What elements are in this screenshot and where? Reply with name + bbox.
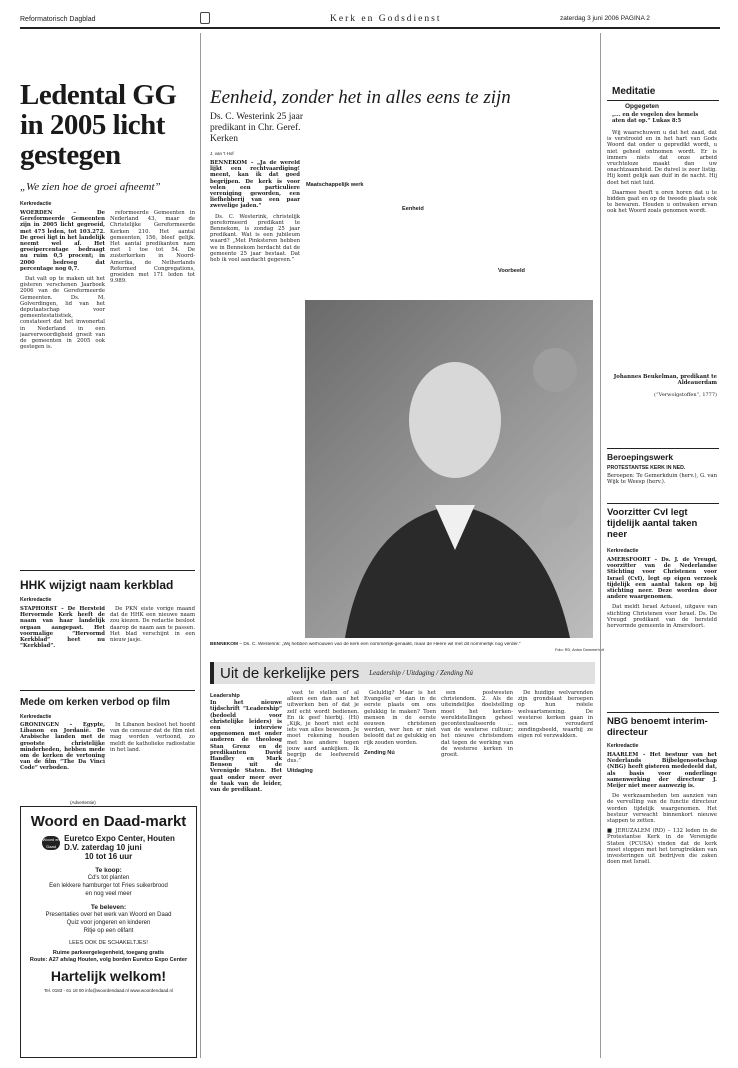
ad-date: D.V. zaterdag 10 juni (64, 843, 142, 852)
feature-column-2 (306, 112, 396, 302)
film-intro: GRONINGEN – Egypte, Libanon en Jordanië. De Arabische landen met de grootste christelijke minderheden, hebben mede om de kerken de vertoning van de film “The Da Vinci Code” verboden. (20, 722, 105, 772)
meditatie-subtitle: Opgegeten (625, 103, 659, 110)
hhk-body: De PKN eiste vorige maand dat de HHK een nieuwe naam zou kiezen. De redactie besloot daarop de naam aan te passen. Het blad verschijnt in een nieuw jasje. (110, 606, 195, 644)
beroepingswerk-body (607, 473, 717, 498)
lead-body-2: reformeerde Gemeenten in Nederland 43, maar de Christelijke Gereformeerde Kerken 210. Het aantal gemeenten, 156, bleef gelijk. Het aantal predikanten nam met 1 toe tot 54. De zusterkerken in Noord-Amerika, de Netherlands Reformed Congregations, groeiden met 171 leden tot 9.989. (110, 210, 195, 285)
uit-column-3 (364, 690, 436, 1055)
photo-credit: Foto: RD, Anton Dommerholt (555, 648, 604, 652)
uit-subhead-2: Uitdaging (287, 768, 313, 775)
ad-beleven: Presentaties over het werk van Woord en Daad Quiz voor jongeren en kinderen Ritje op een olifant (45, 912, 172, 934)
photo-caption (210, 642, 570, 647)
uit-body-1: In het nieuwe tijdschrift “Leadership” (bedoeld voor christelijke leiders) is een interview opgenomen met onder anderen de theoloog Stan Grenz en de predikanten David Handley en Mark Benson uit de Verenigde Staten. Het gaat onder meer over de taak van de leider, van de predikant. (210, 700, 282, 794)
feature-subhead-1: Maatschappelijk werk (306, 182, 364, 188)
uit-banner (210, 662, 595, 684)
divider (607, 448, 719, 449)
cvi-text: Dat meldt Israel Actueel, uitgave van stichting Christenen voor Israel. Ds. De Vreugd predikant van de hersteld hervormde gemeente in Amersfoort. (607, 604, 717, 630)
divider (607, 712, 719, 713)
meditatie-title: Meditatie (612, 86, 656, 97)
feature-headline: Eenheid, zonder het in alles eens te zijn (210, 87, 511, 108)
uit-column-1 (210, 690, 282, 1055)
feature-photo (305, 300, 593, 638)
feature-byline: J. van 't Hof (210, 151, 234, 156)
beroepingswerk-denomination: PROTESTANTSE KERK IN NED. (607, 465, 686, 471)
feature-subhead-3: Voorbeeld (498, 268, 525, 274)
nbg-kicker: Kerkredactie (607, 743, 639, 749)
film-kicker: Kerkredactie (20, 714, 52, 720)
divider (20, 690, 195, 691)
nbg-headline: NBG benoemt interim-directeur (607, 716, 708, 738)
hhk-column-2 (110, 606, 195, 686)
ad-koop-head: Te koop: (95, 867, 122, 874)
meditatie-body (607, 130, 717, 365)
ad-los: LEES OOK DE SCHAKELTJES! (69, 940, 148, 946)
film-column-1 (20, 722, 105, 800)
divider (607, 503, 719, 504)
hhk-intro: STAPHORST – De Hersteld Hervormde Kerk heeft de naam van haar landelijk orgaan aangepast. Het voormalige “Hervormd Kerkblad” heet nu “Kerkblad”. (20, 606, 105, 650)
hhk-headline: HHK wijzigt naam kerkblad (20, 578, 174, 592)
ad-time: 10 tot 16 uur (84, 852, 133, 861)
meditatie-text-2: Daarmee heeft u oren horen dat u te bidden gaat en op de tweede plaats ook te bewaren. Houden u ontwaken ervan ook het Woord zoals genomen wordt. (607, 189, 717, 215)
newspaper-name: Reformatorisch Dagblad (20, 16, 96, 23)
ad-venue: Euretco Expo Center, Houten (64, 834, 175, 843)
film-column-2 (110, 722, 195, 800)
uit-column-4 (441, 690, 513, 1055)
caption-text: – Ds. C. Westerink: „Wij hebben we/houwen van de kerk een nommerlijk-genaakt, maar de Heere wil met dit nommerlijk nog verder.” (239, 642, 521, 647)
caption-prefix: BENNEKOM (210, 642, 238, 647)
feature-subtitle: Ds. C. Westerink 25 jaar predikant in Chr. Geref. Kerken (210, 112, 303, 144)
advertisement (20, 806, 197, 1058)
uit-body-4: een postwesten christendom. 2. Als de uiteindelijke doelstelling moet het kerken-wereldstellingen geheel gecontextualiseerde ... van de westerse cultuur; het nieuwe christendom dat tegen de werking van de westerse kerken in groeit. (441, 690, 513, 759)
ad-contact: Tel. 0183 - 61 18 00 info@woordendaad.nl www.woordendaad.nl (44, 988, 173, 993)
uit-body-2: vast te stellen of al alleen een dan aan het uitwerken ben of dat je zelf echt wordt bedienen. En ik geef hierbij. (Hi) „Kijk, je hoort niet echt iets van alles bewezen. Je moet rekening houden met hoe andere tegen jouw aard aankijken. Ik begrijp de leefwereld dus.” (287, 690, 359, 765)
ad-beleven-head: Te beleven: (90, 904, 127, 911)
ad-title: Woord en Daad-markt (30, 813, 187, 830)
banner-accent (210, 662, 214, 684)
hhk-kicker: Kerkredactie (20, 597, 52, 603)
feature-body: Ds. C. Westerink, christelijk gereformeerd predikant te Bennekom, is zondag 25 jaar predikant. Wat is een jubileum waard? „Met Pinksteren hebben we in Bennekom herdacht dat de gemeente 25 jaar bestaat. Dat heb ik veel aandacht gegeven.” (210, 213, 300, 264)
uit-column-5 (518, 690, 593, 1055)
column-divider (200, 33, 201, 1058)
divider (20, 570, 195, 571)
hhk-column-1 (20, 606, 105, 686)
ad-welcome: Hartelijk welkom! (50, 968, 167, 984)
cvi-intro: AMERSFOORT – Ds. J. de Vreugd, voorzitter van de Nederlandse Stichting voor Christenen voor Israel (CvI), legt op eigen verzoek tijdelijk een aantal taken op bij stichting neer. Deze worden door andere waargenomen. (607, 557, 717, 601)
cvi-kicker: Kerkredactie (607, 548, 639, 554)
meditatie-source: (“Verwolgstoffen”, 1777) (654, 392, 717, 398)
film-headline: Mede om kerken verbod op film (20, 697, 171, 708)
lead-body-1: Dat valt op te maken uit het gisteren verschenen Jaarboek 2006 van de Gereformeerde Gemeenten. Ds. M. Golverdingen, lid van het deputaatschap voor gemeentestatistiek, constateert dat het inwonertal in Nederland in een jaarverwoordigheid groeit van de gemeenten in 2005 ook gestegen is. (20, 276, 105, 351)
cvi-headline: Voorzitter CvI legt tijdelijk aantal taken neer (607, 507, 698, 540)
feature-column-1 (210, 160, 300, 560)
uit-tags: Leadership / Uitdaging / Zending Nú (369, 669, 473, 677)
lead-intro: WOERDEN – De Gereformeerde Gemeenten zijn in 2005 licht gegroeid, met 475 leden, tot 103.272. De groei ligt in het landelijk neemt wel af. Het groeipercentage bedraagt nu ruim 0,5 procent; in 2000 bedroeg dat percentage nog 0,7. (20, 210, 105, 272)
feature-intro: BENNEKOM – „Ja de wereld lijkt een rechtvaardiging! meent, kan ik dat goed begrijpen. De kerk is voor velen een particuliere vereniging geworden, een liefhebberij van een paar zwevelige jaden.” (210, 160, 300, 210)
lead-column-2 (110, 210, 195, 570)
uit-body-5: De huidige welvarenden zijn grondslaat beroepen op hun reëele welvaartsmening. De westerse kerken gaan in een verouderd zendingsbeeld, waarbij ze eigen rol verzwakken. (518, 690, 593, 740)
nbg-intro: HAARLEM – Het bestuur van het Nederlands Bijbelgenootschap (NBG) heeft gisteren mededeeld dat, als basis voor onderlinge samenwerking der directeur J. Meijer niet meer aanwezig is. (607, 752, 717, 790)
header-rule (20, 27, 720, 29)
ad-koop: Cd's tot planten Een lekkere hamburger tot Fries suikerbrood en nog veel meer (49, 875, 168, 897)
nbg-body (607, 752, 717, 1057)
cvi-body (607, 557, 717, 707)
ad-parking: Ruime parkeergelegenheid, toegang gratis Route: A27 afslag Houten, volg borden Euretco Expo Center (29, 950, 188, 963)
lead-kicker: Kerkredactie (20, 201, 52, 207)
uit-column-2 (287, 690, 359, 1055)
newspaper-logo (200, 12, 210, 24)
lead-column-1 (20, 210, 105, 570)
page-date: zaterdag 3 juni 2006 PAGINA 2 (560, 15, 650, 22)
feature-column-3 (402, 112, 492, 302)
feature-column-4 (498, 112, 590, 302)
ad-logo: Woord en Daad (42, 837, 60, 849)
meditatie-author: Johannes Beukelman, predikant te Aldeauerdam (613, 374, 717, 387)
feature-subhead-2: Eenheid (402, 206, 424, 212)
flower-shape (533, 348, 577, 392)
ad-tag: (Advertentie) (70, 800, 96, 805)
lead-subtitle: „We zien hoe de groei afneemt” (20, 181, 161, 193)
uit-title: Uit de kerkelijke pers (220, 664, 360, 682)
uit-body-3: Geluldig? Maar is het Evangelie er dan in de eerste plaats om ons gelukkig te maken? Toen mensen in de eerste eeuwen christenen werden, wer hen er niet beloofd dat ze gelukkig en rijk zouden worden. (364, 690, 436, 746)
beroepingswerk-text: Beroepen: Te Gemerkduin (herv.), G. van Wijk te Weesp (herv.). (607, 473, 717, 486)
meditatie-text: Wij waarschuwen u dat het zaad, dat is verstrooid en in het hart van Gods Woord dat onder u gepredikt wordt, u niet geheel ontnomen wordt. Er is immers niets dat onze arbeid vruchteloze maakt dan uw onachtzaamheid. De duivel is zeer listig. Hij komt gelijk aan duif in de nacht. Hij doet het niet luid. (607, 130, 717, 186)
lead-headline: Ledental GG in 2005 licht gestegen (20, 79, 177, 171)
face-shape (409, 362, 501, 478)
uit-subhead-3: Zending Nú (364, 749, 395, 756)
nbg-text: De werkzaamheden ten aanzien van de vervulling van de functie directeur worden tijdelijk waargenomen. Het bestuur verwacht binnenkort nieuwe stappen te zetten. (607, 793, 717, 825)
section-title: Kerk en Godsdienst (330, 14, 442, 24)
flower-shape (542, 492, 578, 528)
jeruzalem-brief: ■ JERUZALEM (RD) – 132 leden in de Protestantse Kerk in de Verenigde Staten (PCUSA) vinden dat de kerk moet stoppen met het terugtrekken van investeringen uit bedrijven die zaken doen met Israël. (607, 828, 717, 866)
divider (607, 100, 719, 101)
meditatie-verse: „... en de vogelen des hemels aten dat op.” Lukas 8:5 (612, 112, 699, 125)
portrait-illustration (305, 300, 593, 638)
beroepingswerk-title: Beroepingswerk (607, 452, 674, 462)
film-body: In Libanon besloot het hoofd van de censuur dat de film niet mag worden vertoond, zo meldt de katholieke radiostatie in het land. (110, 722, 195, 753)
uit-subhead-1: Leadership (210, 693, 240, 699)
column-divider (600, 33, 601, 1058)
